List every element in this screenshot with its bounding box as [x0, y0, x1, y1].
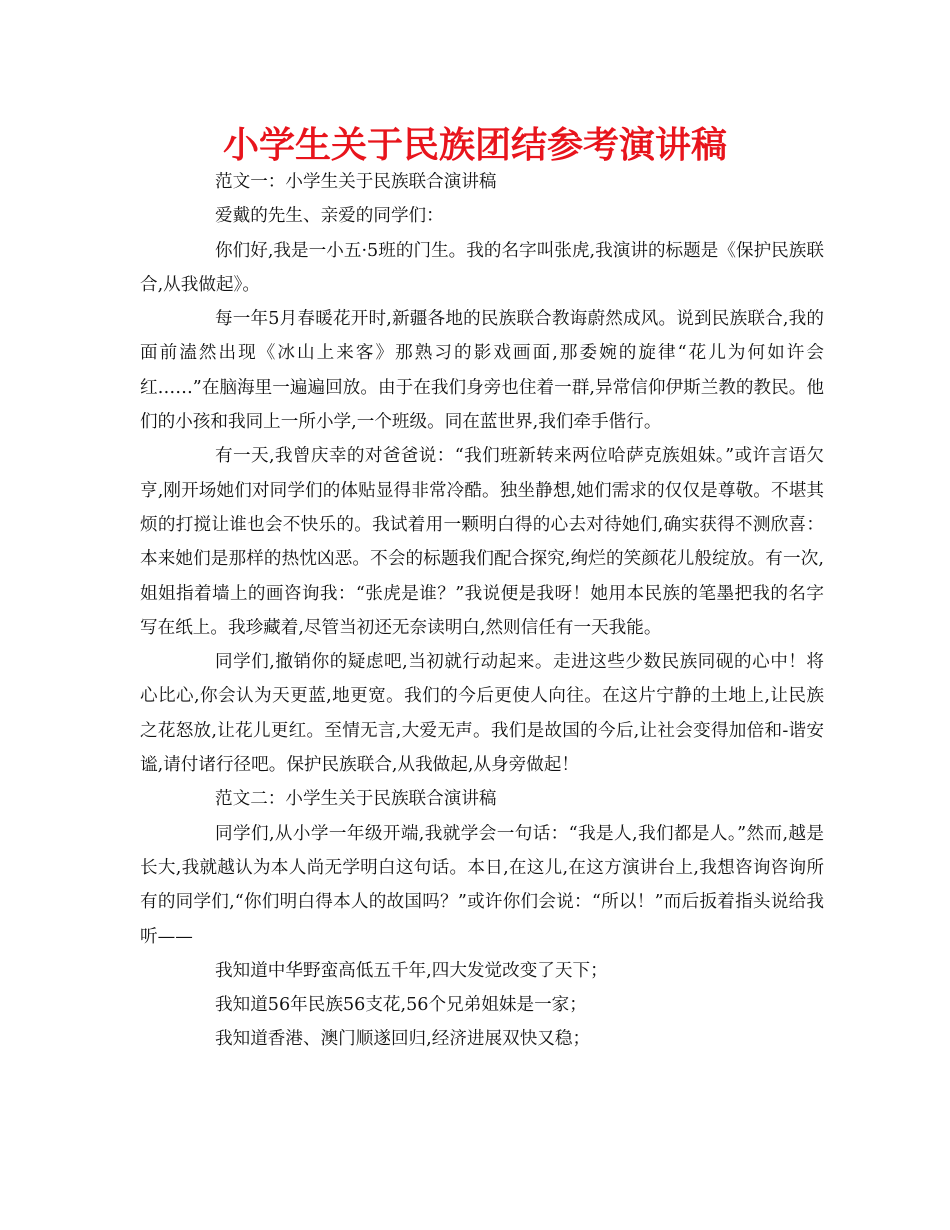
paragraph: 有一天,我曾庆幸的对爸爸说：“我们班新转来两位哈萨克族姐妹。”或许言语欠亨,刚开场她们对同学们的体贴显得非常冷酷。独坐静想,她们需求的仅仅是尊敬。不堪其烦的打搅让谁也会不快乐的。我试着用一颗明白得的心去对待她们,确实获得不测欣喜：本来她们是那样的热忱凶恶。不会的标题我们配合探究,绚烂的笑颜花儿般绽放。有一次,姐姐指着墙上的画咨询我：“张虎是谁？”我说便是我呀！她用本民族的笔墨把我的名字写在纸上。我珍藏着,尽管当初还无奈读明白,然则信任有一天我能。 [140, 446, 824, 638]
paragraph: 每一年5月春暖花开时,新疆各地的民族联合教诲蔚然成风。说到民族联合,我的面前溘然出现《冰山上来客》那熟习的影戏画面,那委婉的旋律“花儿为何如许会红……”在脑海里一遍遍回放。由于在我们身旁也住着一群,异常信仰伊斯兰教的教民。他们的小孩和我同上一所小学,一个班级。同在蓝世界,我们牵手偕行。 [140, 309, 824, 433]
salutation: 爱戴的先生、亲爱的同学们： [215, 206, 444, 227]
list-line: 我知道中华野蛮高低五千年,四大发觉改变了天下； [215, 960, 608, 981]
section-heading-1: 范文一：小学生关于民族联合演讲稿 [215, 172, 497, 192]
document-title: 小学生关于民族团结参考演讲稿 [222, 125, 727, 166]
paragraph: 同学们,撤销你的疑虑吧,当初就行动起来。走进这些少数民族同砚的心中！将心比心,你会认为天更蓝,地更宽。我们的今后更使人向往。在这片宁静的土地上,让民族之花怒放,让花儿更红。至情无言,大爱无声。我们是故国的今后,让社会变得加倍和-谐安谧,请付诸行径吧。保护民族联合,从我做起,从身旁做起！ [140, 652, 824, 776]
paragraph: 你们好,我是一小五·5班的门生。我的名字叫张虎,我演讲的标题是《保护民族联合,从我做起》。 [140, 240, 824, 295]
section-heading-2: 范文二：小学生关于民族联合演讲稿 [215, 789, 497, 810]
paragraph: 同学们,从小学一年级开端,我就学会一句话：“我是人,我们都是人。”然而,越是长大,我就越认为本人尚无学明白这句话。本日,在这儿,在这方演讲台上,我想咨询咨询所有的同学们,“你们明白得本人的故国吗？”或许你们会说：“所以！”而后扳着指头说给我听—— [140, 823, 824, 947]
list-line: 我知道香港、澳门顺遂回归,经济进展双快又稳； [215, 1029, 591, 1050]
document-body [140, 165, 824, 1057]
list-line: 我知道56年民族56支花,56个兄弟姐妹是一家； [215, 995, 587, 1016]
